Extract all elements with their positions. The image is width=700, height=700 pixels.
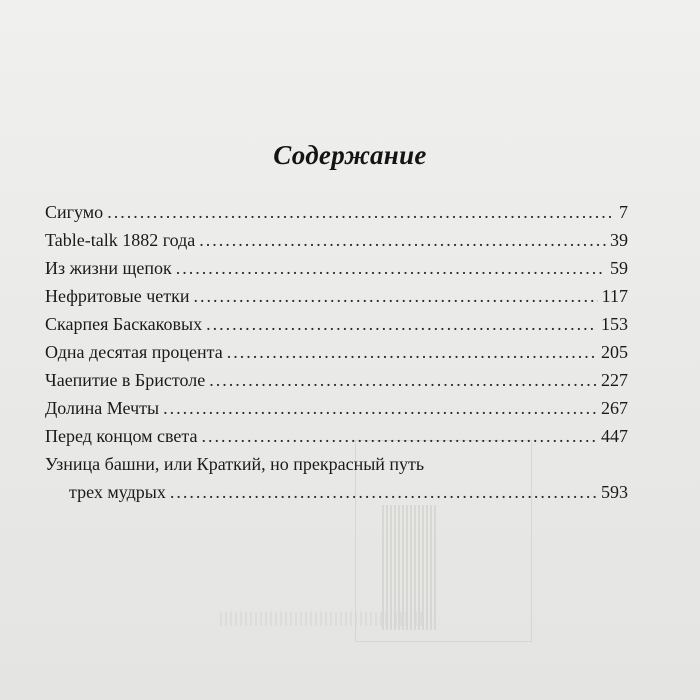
dot-leader (227, 338, 597, 366)
page-title: Содержание (273, 140, 427, 170)
dot-leader (170, 478, 597, 506)
toc-entry-page: 267 (601, 398, 628, 418)
toc-entry-multiline-first (45, 450, 628, 478)
toc-entry (45, 366, 628, 394)
dot-leader (194, 282, 598, 310)
toc-entry (45, 394, 628, 422)
toc-entry-title: Чаепитие в Бристоле (45, 370, 206, 390)
dot-leader (202, 422, 598, 450)
toc-entry-title: Одна десятая процента (45, 342, 223, 362)
dot-leader (206, 310, 597, 338)
toc-entry (45, 310, 628, 338)
dot-leader (107, 198, 615, 226)
toc-entry-title-line1: Узница башни, или Краткий, но прекрасный путь (45, 454, 425, 474)
toc-entry-page: 117 (601, 286, 628, 306)
toc-entry (45, 198, 628, 226)
toc-entry-title-line2: трех мудрых (69, 482, 166, 502)
dot-leader (163, 394, 597, 422)
dot-leader (199, 226, 606, 254)
toc-entry-page: 205 (601, 342, 628, 362)
toc-entry-title: Table-talk 1882 года (45, 230, 196, 250)
toc-entry (45, 338, 628, 366)
toc-entry-title: Из жизни щепок (45, 258, 172, 278)
toc-entry-page: 593 (601, 482, 628, 502)
toc-entry (45, 282, 628, 310)
toc-entry-title: Долина Мечты (45, 398, 160, 418)
toc-entry-multiline-second (45, 478, 628, 506)
toc-entry (45, 226, 628, 254)
toc-entry-page: 447 (601, 426, 628, 446)
toc-entry-page: 39 (610, 230, 628, 250)
toc-entry-title: Перед концом света (45, 426, 198, 446)
toc-entry (45, 422, 628, 450)
toc-entry-page: 227 (601, 370, 628, 390)
dot-leader (209, 366, 597, 394)
toc-entry-page: 59 (610, 258, 628, 278)
toc-entry-title: Сигумо (45, 202, 104, 222)
toc-entry-title: Нефритовые четки (45, 286, 190, 306)
toc-entry (45, 254, 628, 282)
table-of-contents (45, 198, 628, 506)
bleed-through-isbn (220, 612, 425, 626)
dot-leader (176, 254, 606, 282)
toc-entry-title: Скарпея Баскаковых (45, 314, 203, 334)
toc-entry-page: 153 (601, 314, 628, 334)
toc-entry-page: 7 (619, 202, 628, 222)
